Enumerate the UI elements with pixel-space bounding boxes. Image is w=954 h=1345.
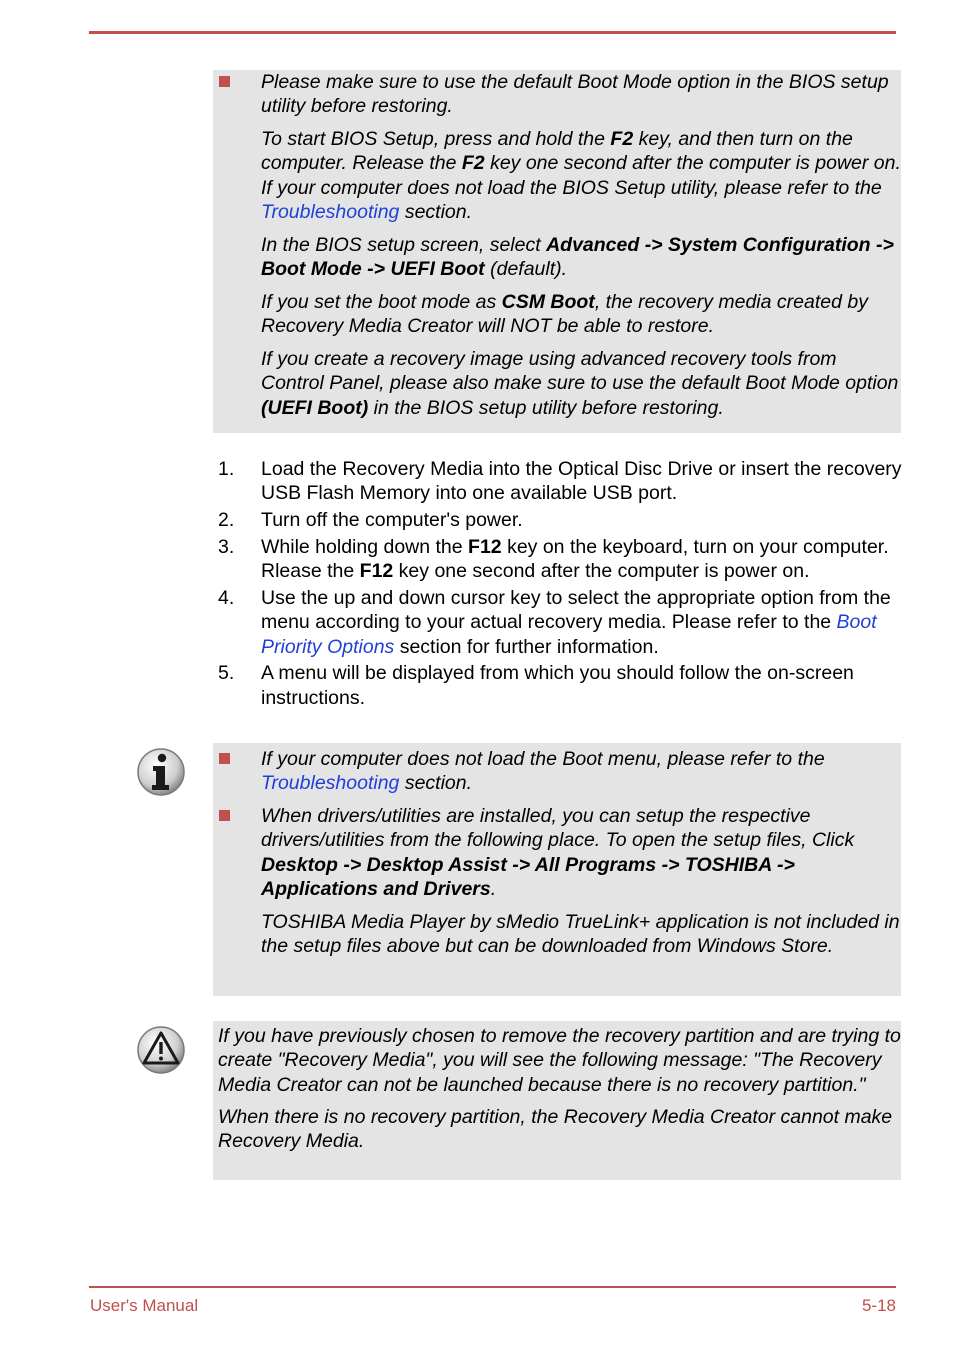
footer-manual-title: User's Manual: [90, 1296, 199, 1315]
note-bullet-item: [213, 70, 901, 420]
warning-note: [213, 1021, 901, 1180]
note-paragraph: Please make sure to use the default Boot Mode option in the BIOS setup utility before restoring.: [261, 71, 889, 118]
note-paragraph: In the BIOS setup screen, select Advanced -> System Configuration -> Boot Mode -> UEFI Boot (default).: [261, 233, 894, 281]
square-bullet-icon: [219, 753, 230, 764]
note-paragraph: If you have previously chosen to remove the recovery partition and are trying to create "Recovery Media", you will see the following message: "The Recovery Media Creator can not be launched because there is no recovery partition.": [218, 1025, 901, 1096]
square-bullet-icon: [219, 810, 230, 821]
info-note: [213, 743, 901, 996]
list-item: 2. Turn off the computer's power.: [218, 509, 523, 532]
footer-page-number: 5-18: [861, 1296, 896, 1315]
square-bullet-icon: [219, 76, 230, 87]
note-bullet-item: [213, 804, 901, 958]
recovery-steps-list: [213, 457, 903, 712]
info-icon: [136, 747, 186, 797]
note-bullet-item: [213, 747, 901, 796]
footer-rule: [89, 1286, 896, 1288]
warning-icon: [136, 1025, 186, 1075]
list-item: 1. Load the Recovery Media into the Optical Disc Drive or insert the recovery USB Flash Memory into one available USB port.: [218, 458, 902, 505]
boot-mode-note: [213, 70, 901, 433]
note-paragraph: TOSHIBA Media Player by sMedio TrueLink+ application is not included in the setup files above but can be downloaded from Windows Store.: [261, 910, 900, 958]
note-paragraph: If you set the boot mode as CSM Boot, the recovery media created by Recovery Media Creator will NOT be able to restore.: [261, 290, 868, 338]
header-rule: [89, 31, 896, 34]
note-paragraph: If you create a recovery image using advanced recovery tools from Control Panel, please also make sure to use the default Boot Mode option (UEFI Boot) in the BIOS setup utility before restoring.: [261, 347, 899, 419]
list-item: 5. A menu will be displayed from which you should follow the on-screen instructions.: [218, 662, 854, 709]
troubleshooting-link[interactable]: Troubleshooting: [261, 772, 400, 795]
list-item: 3. While holding down the F12 key on the keyboard, turn on your computer. Rlease the F12 key one second after the computer is power on.: [218, 535, 889, 583]
note-paragraph: When drivers/utilities are installed, you can setup the respective drivers/utilities from the following place. To open the setup files, Click Desktop -> Desktop Assist -> All Programs -> TOSHIBA -> Applications and Drivers.: [261, 805, 855, 900]
note-paragraph: To start BIOS Setup, press and hold the F2 key, and then turn on the computer. Release the F2 key one second after the computer is power on. If your computer does not load the BIOS Setup utility, please refer to the Troubleshooting section.: [261, 128, 901, 223]
troubleshooting-link[interactable]: Troubleshooting: [261, 200, 400, 223]
boot-priority-options-link[interactable]: Boot Priority Options: [261, 611, 877, 658]
list-item: 4. Use the up and down cursor key to select the appropriate option from the menu according to your actual recovery media. Please refer to the Boot Priority Options section for further information.: [218, 586, 891, 658]
note-paragraph: When there is no recovery partition, the Recovery Media Creator cannot make Recovery Media.: [218, 1105, 893, 1153]
note-paragraph: If your computer does not load the Boot menu, please refer to the Troubleshooting section.: [261, 748, 825, 795]
